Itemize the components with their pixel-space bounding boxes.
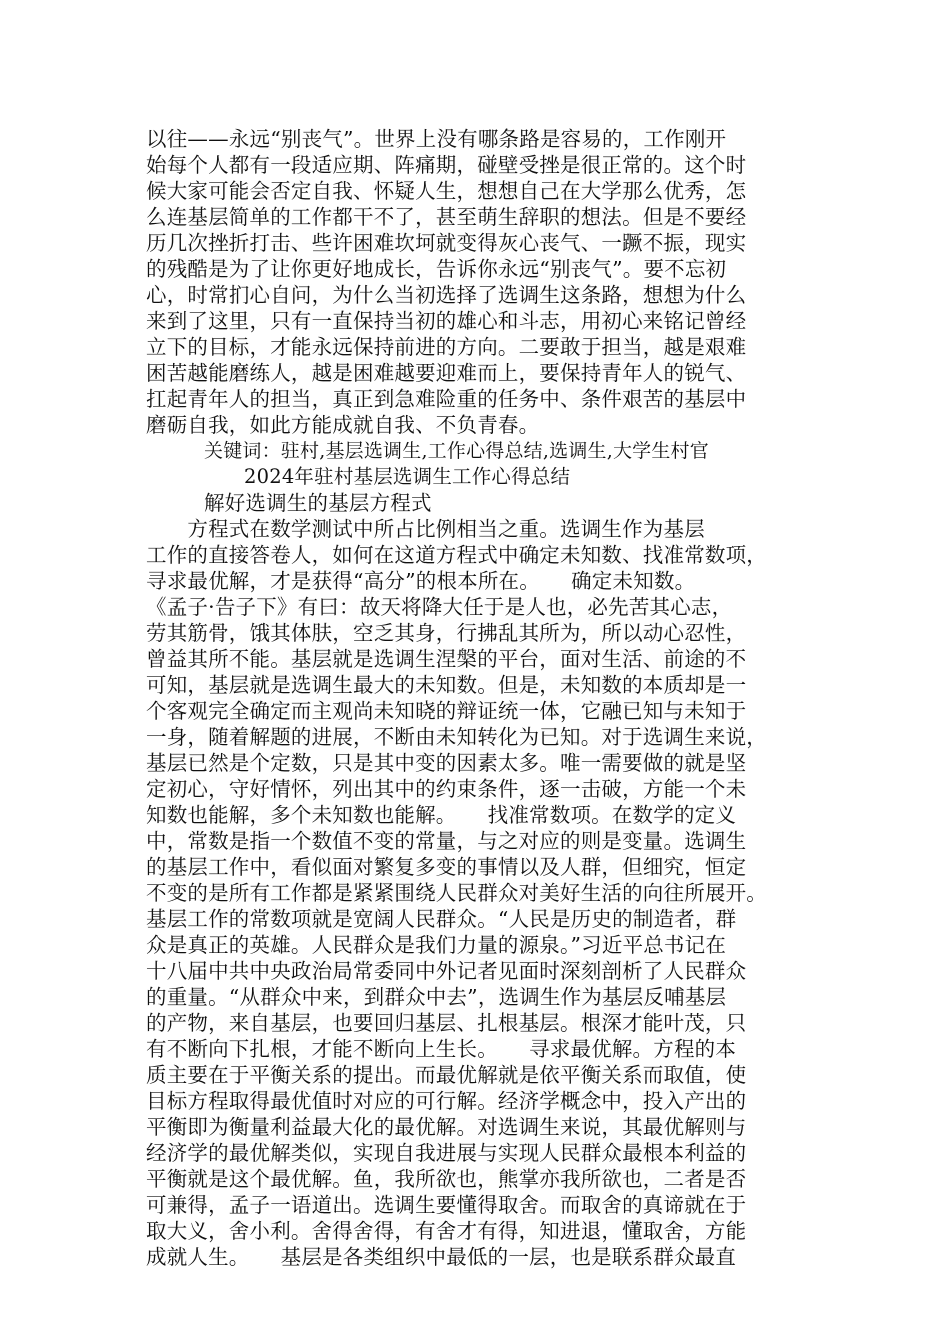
text-line: 个客观完全确定而主观尚未知晓的辩证统一体，它融已知与未知于: [146, 699, 747, 723]
text-line: 磨砺自我，如此方能成就自我、不负青春。: [146, 413, 540, 437]
text-line: 方程式在数学测试中所占比例相当之重。选调生作为基层: [146, 517, 705, 541]
text-line: 众是真正的英雄。人民群众是我们力量的源泉。”习近平总书记在: [146, 933, 727, 957]
text-line: 中，常数是指一个数值不变的常量，与之对应的则是变量。选调生: [146, 829, 747, 853]
text-line: 质主要在于平衡关系的提出。而最优解就是依平衡关系而取值，使: [146, 1063, 747, 1087]
text-line: 知数也能解，多个未知数也能解。 找准常数项。在数学的定义: [146, 803, 737, 827]
text-line: 的残酷是为了让你更好地成长，告诉你永远“别丧气”。要不忘初: [146, 257, 727, 281]
section-subtitle: 解好选调生的基层方程式: [204, 491, 432, 515]
document-title: 2024年驻村基层选调生工作心得总结: [244, 465, 571, 488]
text-line: 不变的是所有工作都是紧紧围绕人民群众对美好生活的向往所展开。: [146, 881, 767, 905]
text-line: 的重量。“从群众中来，到群众中去”，选调生作为基层反哺基层: [146, 985, 727, 1009]
text-line: 寻求最优解，才是获得“高分”的根本所在。 确定未知数。: [146, 569, 696, 593]
text-line: 成就人生。 基层是各类组织中最低的一层，也是联系群众最直: [146, 1245, 737, 1269]
text-line: 一身，随着解题的进展，不断由未知转化为已知。对于选调生来说，: [146, 725, 767, 749]
text-line: 么连基层简单的工作都干不了，甚至萌生辞职的想法。但是不要经: [146, 205, 747, 229]
text-line: 平衡即为衡量利益最大化的最优解。对选调生来说，其最优解则与: [146, 1115, 747, 1139]
text-line: 始每个人都有一段适应期、阵痛期，碰壁受挫是很正常的。这个时: [146, 153, 747, 177]
text-line: 取大义，舍小利。舍得舍得，有舍才有得，知进退，懂取舍，方能: [146, 1219, 747, 1243]
text-line: 平衡就是这个最优解。鱼，我所欲也，熊掌亦我所欲也，二者是否: [146, 1167, 747, 1191]
text-line: 可兼得，孟子一语道出。选调生要懂得取舍。而取舍的真谛就在于: [146, 1193, 747, 1217]
text-line: 候大家可能会否定自我、怀疑人生，想想自己在大学那么优秀，怎: [146, 179, 747, 203]
text-line: 困苦越能磨练人，越是困难越要迎难而上，要保持青年人的锐气、: [146, 361, 747, 385]
text-line: 心，时常扪心自问，为什么当初选择了选调生这条路，想想为什么: [146, 283, 747, 307]
text-line: 可知，基层就是选调生最大的未知数。但是，未知数的本质却是一: [146, 673, 747, 697]
text-line: 基层工作的常数项就是宽阔人民群众。“人民是历史的制造者，群: [146, 907, 737, 931]
text-line: 劳其筋骨，饿其体肤，空乏其身，行拂乱其所为，所以动心忍性，: [146, 621, 747, 645]
text-line: 的产物，来自基层，也要回归基层、扎根基层。根深才能叶茂，只: [146, 1011, 747, 1035]
text-line: 《孟子·告子下》有曰：故天将降大任于是人也，必先苦其心志，: [146, 595, 733, 619]
text-line: 定初心，守好情怀，列出其中的约束条件，逐一击破，方能一个未: [146, 777, 747, 801]
text-line: 有不断向下扎根，才能不断向上生长。 寻求最优解。方程的本: [146, 1037, 737, 1061]
text-line: 来到了这里，只有一直保持当初的雄心和斗志，用初心来铭记曾经: [146, 309, 747, 333]
text-line: 立下的目标，才能永远保持前进的方向。二要敢于担当，越是艰难: [146, 335, 747, 359]
text-line: 以往——永远“别丧气”。世界上没有哪条路是容易的，工作刚开: [146, 127, 727, 151]
text-line: 曾益其所不能。基层就是选调生涅槃的平台，面对生活、前途的不: [146, 647, 747, 671]
text-line: 工作的直接答卷人，如何在这道方程式中确定未知数、找准常数项，: [146, 543, 767, 567]
text-line: 目标方程取得最优值时对应的可行解。经济学概念中，投入产出的: [146, 1089, 747, 1113]
keywords-line: 关键词：驻村,基层选调生,工作心得总结,选调生,大学生村官: [204, 440, 709, 462]
text-line: 十八届中共中央政治局常委同中外记者见面时深刻剖析了人民群众: [146, 959, 747, 983]
text-line: 历几次挫折打击、些许困难坎坷就变得灰心丧气、一蹶不振，现实: [146, 231, 747, 255]
text-line: 经济学的最优解类似，实现自我进展与实现人民群众最根本利益的: [146, 1141, 747, 1165]
text-line: 的基层工作中，看似面对繁复多变的事情以及人群，但细究，恒定: [146, 855, 747, 879]
text-line: 扛起青年人的担当，真正到急难险重的任务中、条件艰苦的基层中: [146, 387, 747, 411]
text-line: 基层已然是个定数，只是其中变的因素太多。唯一需要做的就是坚: [146, 751, 747, 775]
